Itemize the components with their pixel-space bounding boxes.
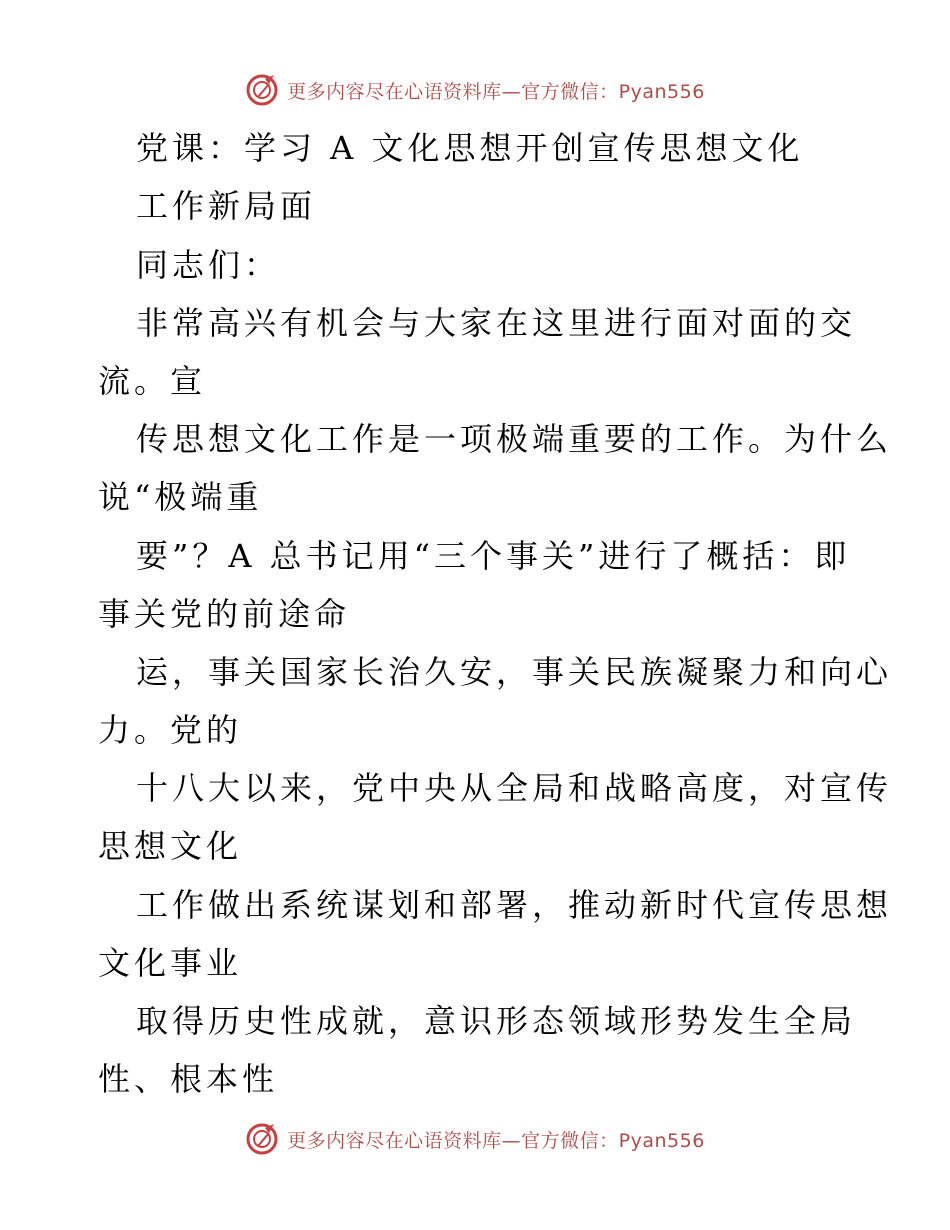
body-line: 十八大以来，党中央从全局和战略高度，对宣传 — [136, 769, 893, 807]
body-line: 事关党的前途命 — [98, 595, 351, 633]
body-line: 力。党的 — [98, 711, 243, 749]
body-line: 思想文化 — [98, 827, 243, 865]
document-title-line-1: 党课：学习 A 文化思想开创宣传思想文化 — [136, 129, 804, 167]
body-line: 要”？A 总书记用“三个事关”进行了概括：即 — [136, 537, 851, 575]
body-line: 非常高兴有机会与大家在这里进行面对面的交 — [136, 304, 857, 342]
body-line: 文化事业 — [98, 944, 243, 982]
header-banner-text: 更多内容尽在心语资料库—官方微信：Pyan556 — [287, 80, 705, 103]
body-line: 流。宣 — [98, 362, 207, 400]
body-line: 传思想文化工作是一项极端重要的工作。为什么 — [136, 420, 893, 458]
document-title-line-2: 工作新局面 — [136, 187, 317, 225]
footer-banner — [0, 1117, 950, 1161]
body-line: 性、根本性 — [98, 1060, 279, 1098]
body-line: 取得历史性成就，意识形态领域形势发生全局 — [136, 1002, 857, 1040]
quill-logo-icon — [245, 1122, 279, 1156]
body-line: 说“极端重 — [98, 478, 263, 516]
body-line: 运，事关国家长治久安，事关民族凝聚力和向心 — [136, 653, 893, 691]
salutation: 同志们： — [136, 246, 281, 284]
footer-banner-text: 更多内容尽在心语资料库—官方微信：Pyan556 — [287, 1129, 705, 1152]
body-line: 工作做出系统谋划和部署，推动新时代宣传思想 — [136, 886, 893, 924]
